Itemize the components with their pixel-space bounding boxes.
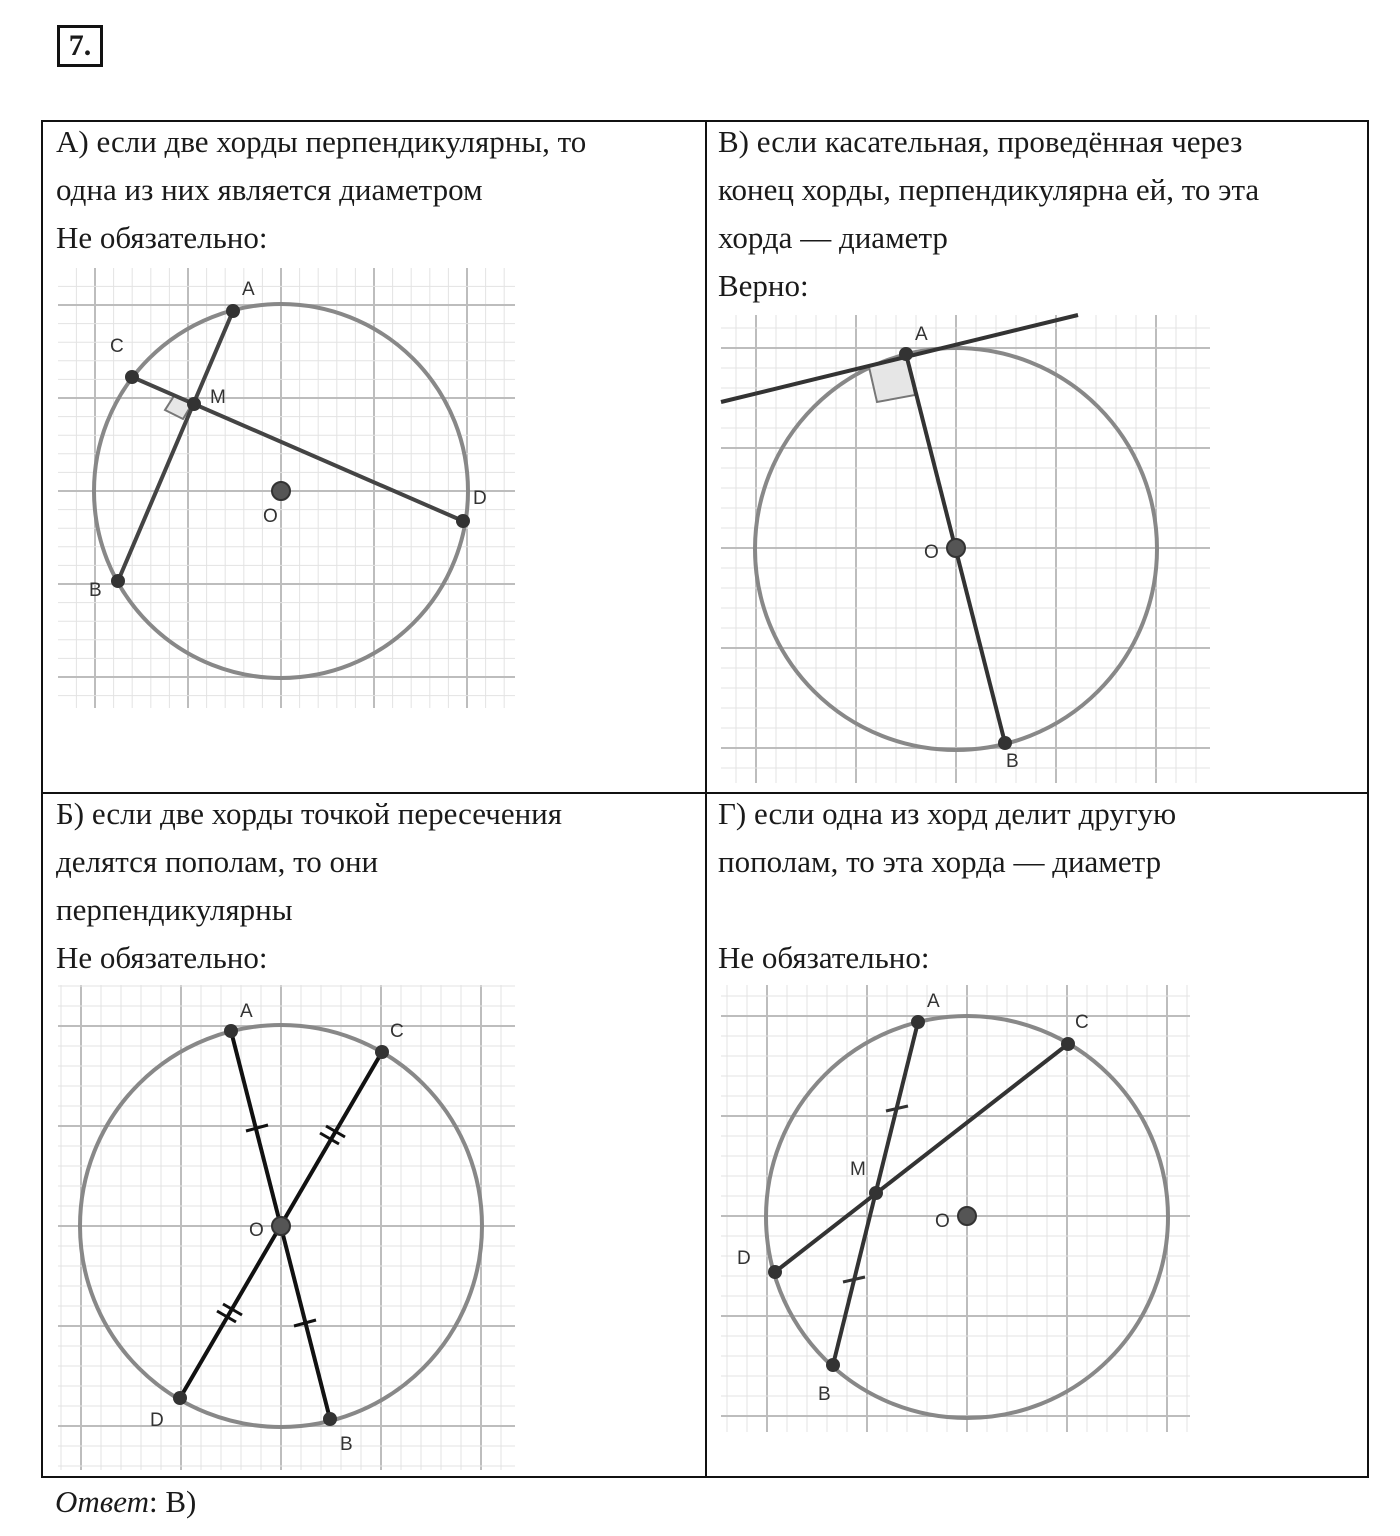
cell-v-line-2: конец хорды, перпендикулярна ей, то эта [718, 172, 1260, 207]
cell-b-verdict: Не обязательно: [56, 940, 268, 975]
cell-a-line-1: А) если две хорды перпендикулярны, то [56, 124, 587, 159]
cell-v-line-1: В) если касательная, проведённая через [718, 124, 1243, 159]
cell-g-line-2: пополам, то эта хорда — диаметр [718, 844, 1162, 879]
label-b-a: B [89, 580, 102, 601]
label-d-g: D [737, 1248, 751, 1269]
label-d-b: D [150, 1410, 164, 1431]
point-a-a [226, 304, 240, 318]
point-b-b [323, 1412, 337, 1426]
cell-g-verdict: Не обязательно: [718, 940, 930, 975]
label-a-a: A [242, 279, 255, 300]
cell-v-verdict: Верно: [718, 268, 809, 303]
point-c-b [375, 1045, 389, 1059]
point-a-b [224, 1024, 238, 1038]
answer-line [55, 1480, 196, 1524]
point-a-g [911, 1015, 925, 1029]
label-o-g: O [935, 1211, 950, 1232]
point-d-a [456, 514, 470, 528]
point-o-b [272, 1217, 290, 1235]
label-c-b: C [390, 1021, 404, 1042]
point-b-g [826, 1358, 840, 1372]
answer-value: : В) [148, 1484, 197, 1519]
point-c-a [125, 370, 139, 384]
label-c-a: C [110, 336, 124, 357]
label-o-v: O [924, 542, 939, 563]
point-d-g [768, 1265, 782, 1279]
point-c-g [1061, 1037, 1075, 1051]
cell-a-line-2: одна из них является диаметром [56, 172, 483, 207]
point-b-a [111, 574, 125, 588]
grid-g [721, 985, 1190, 1432]
label-a-b: A [240, 1001, 253, 1022]
chord-ab-a [118, 311, 233, 581]
point-a-v [899, 347, 913, 361]
cell-b-line-3: перпендикулярны [56, 892, 293, 927]
point-b-v [998, 736, 1012, 750]
point-d-b [173, 1391, 187, 1405]
answer-label: Ответ [55, 1484, 149, 1519]
label-o-b: O [249, 1220, 264, 1241]
label-b-v: B [1006, 751, 1019, 772]
cell-a-verdict: Не обязательно: [56, 220, 268, 255]
label-o-a: O [263, 506, 278, 527]
label-a-v: A [915, 324, 928, 345]
point-m-g [869, 1186, 883, 1200]
label-c-g: C [1075, 1012, 1089, 1033]
label-d-a: D [473, 488, 487, 509]
label-a-g: A [927, 991, 940, 1012]
cell-g-line-1: Г) если одна из хорд делит другую [718, 796, 1177, 831]
point-o-a [272, 482, 290, 500]
cell-b-line-2: делятся пополам, то они [56, 844, 379, 879]
task-number: 7. [57, 25, 103, 67]
cell-b-line-1: Б) если две хорды точкой пересечения [56, 796, 563, 831]
point-o-g [958, 1207, 976, 1225]
cell-v-line-3: хорда — диаметр [718, 220, 948, 255]
label-b-b: B [340, 1434, 353, 1455]
point-m-a [187, 397, 201, 411]
point-o-v [947, 539, 965, 557]
label-m-a: M [210, 387, 226, 408]
label-m-g: M [850, 1159, 866, 1180]
label-b-g: B [818, 1384, 831, 1405]
